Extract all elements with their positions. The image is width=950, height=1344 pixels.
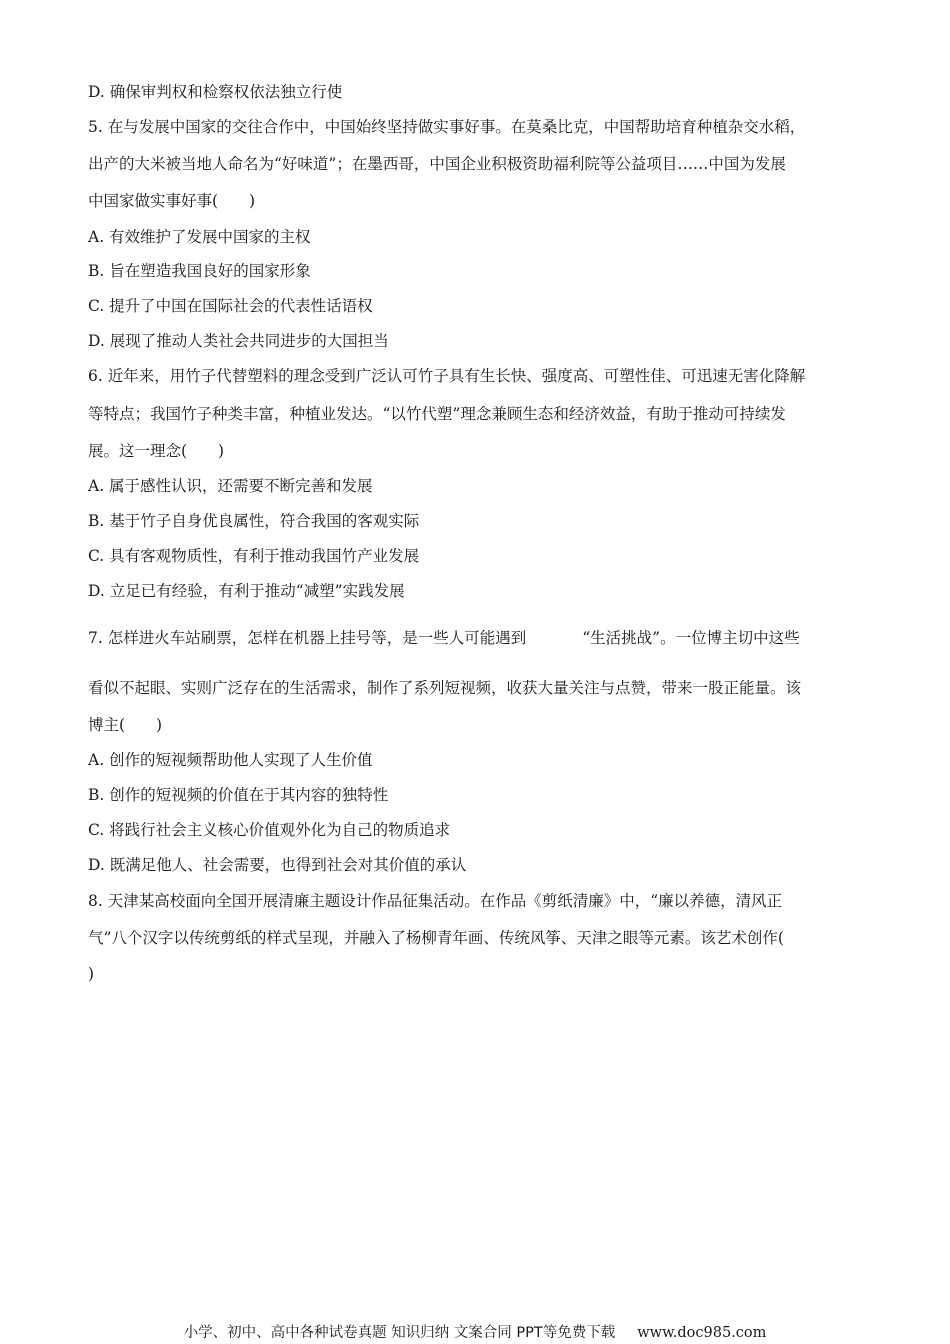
- q5-stem-line-2: 出产的大米被当地人命名为“好味道”；在墨西哥，中国企业积极资助福利院等公益项目……中国为发展: [88, 155, 786, 173]
- q6-option-c: C. 具有客观物质性，有利于推动我国竹产业发展: [88, 547, 420, 565]
- q4-option-d: D. 确保审判权和检察权依法独立行使: [88, 83, 343, 101]
- page-footer: [0, 1324, 950, 1342]
- q6-stem-line-2: 等特点；我国竹子种类丰富，种植业发达。“以竹代塑”理念兼顾生态和经济效益，有助于推动可持续发: [88, 405, 786, 423]
- q5-stem-line-1: 5. 在与发展中国家的交往合作中，中国始终坚持做实事好事。在莫桑比克，中国帮助培育种植杂交水稻，: [88, 118, 806, 136]
- q6-option-a: A. 属于感性认识，还需要不断完善和发展: [88, 477, 373, 495]
- q5-option-a: A. 有效维护了发展中国家的主权: [88, 228, 311, 246]
- q5-option-c: C. 提升了中国在国际社会的代表性话语权: [88, 297, 373, 315]
- q7-stem-line-3: 博主( ): [88, 716, 163, 734]
- q5-stem-line-3: 中国家做实事好事( ): [88, 192, 256, 210]
- q7-option-c: C. 将践行社会主义核心价值观外化为自己的物质追求: [88, 821, 451, 839]
- q7-stem-line-1-part-b: “生活挑战”。一位博主切中这些: [582, 629, 800, 647]
- q7-option-a: A. 创作的短视频帮助他人实现了人生价值: [88, 751, 373, 769]
- q7-stem-line-1: [88, 628, 868, 648]
- q5-option-b: B. 旨在塑造我国良好的国家形象: [88, 262, 311, 280]
- footer-url[interactable]: www.doc985.com: [637, 1325, 767, 1341]
- q6-option-b: B. 基于竹子自身优良属性，符合我国的客观实际: [88, 512, 420, 530]
- q6-stem-line-1: 6. 近年来，用竹子代替塑料的理念受到广泛认可竹子具有生长快、强度高、可塑性佳、可迅速无害化降解: [88, 367, 806, 385]
- q7-option-b: B. 创作的短视频的价值在于其内容的独特性: [88, 786, 389, 804]
- q8-stem-line-2: 气”八个汉字以传统剪纸的样式呈现，并融入了杨柳青年画、传统风筝、天津之眼等元素。该艺术创作(: [88, 929, 784, 947]
- footer-text: 小学、初中、高中各种试卷真题 知识归纳 文案合同 PPT等免费下载: [183, 1325, 616, 1341]
- q6-option-d: D. 立足已有经验，有利于推动“减塑”实践发展: [88, 582, 405, 600]
- q8-stem-line-3: ): [88, 965, 95, 983]
- q8-stem-line-1: 8. 天津某高校面向全国开展清廉主题设计作品征集活动。在作品《剪纸清廉》中，“廉以养德，清风正: [88, 892, 783, 910]
- q5-option-d: D. 展现了推动人类社会共同进步的大国担当: [88, 332, 389, 350]
- q7-stem-line-1-part-a: 7. 怎样进火车站刷票，怎样在机器上挂号等，是一些人可能遇到: [88, 629, 527, 647]
- q7-option-d: D. 既满足他人、社会需要，也得到社会对其价值的承认: [88, 856, 467, 874]
- q6-stem-line-3: 展。这一理念( ): [88, 442, 225, 460]
- q7-stem-line-2: 看似不起眼、实则广泛存在的生活需求，制作了系列短视频，收获大量关注与点赞，带来一股正能量。该: [88, 679, 802, 697]
